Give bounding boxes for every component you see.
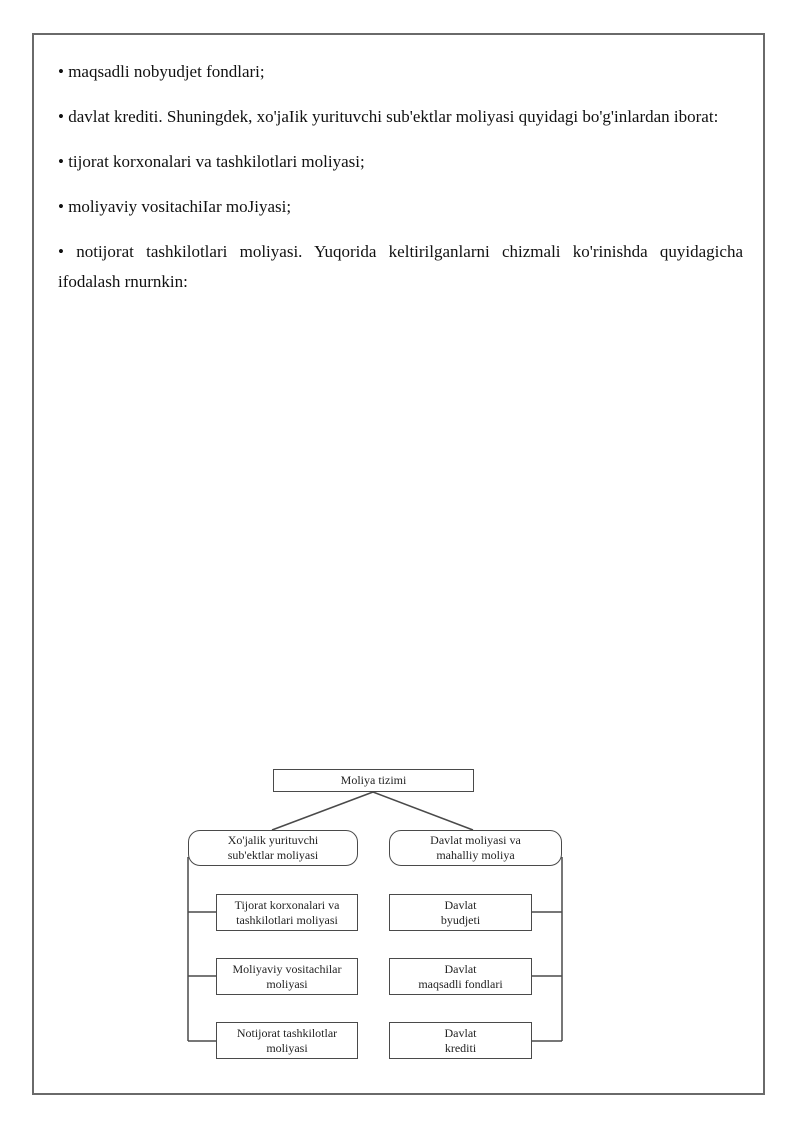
root-box [273, 769, 474, 792]
right-item-2-box [389, 958, 532, 995]
right-item-3-line-2: krediti [444, 1040, 477, 1055]
left-item-3-line-1: Notijorat tashkilotlar [236, 1025, 338, 1040]
right-item-2-line-2: maqsadli fondlari [418, 976, 503, 991]
right-header-line-1: Davlat moliyasi va [430, 833, 521, 847]
left-header-line-1: Xo'jalik yurituvchi [227, 833, 319, 847]
left-item-2-box [216, 958, 358, 995]
right-header-box [389, 830, 562, 866]
left-header-box [188, 830, 358, 866]
paragraph-1: • maqsadli nobyudjet fondlari; [58, 62, 265, 81]
right-item-1-box [389, 894, 532, 931]
right-item-1-line-1: Davlat [444, 897, 477, 912]
right-item-3-box [389, 1022, 532, 1059]
paragraph-5: • notijorat tashkilotlari moliyasi. Yuqorida keltirilganlarni chizmali ko'rinishda quyidagicha ifodalash rnurnkin: [58, 242, 743, 291]
right-item-2-line-1: Davlat [444, 961, 477, 976]
paragraph-3: • tijorat korxonalari va tashkilotlari moliyasi; [58, 152, 365, 171]
left-item-3-line-2: moliyasi [266, 1040, 308, 1055]
root-label: Moliya tizimi [340, 773, 407, 787]
left-item-1-box [216, 894, 358, 931]
right-header-line-2: mahalliy moliya [436, 848, 515, 862]
left-item-1-line-2: tashkilotlari moliyasi [236, 912, 338, 927]
left-item-1-line-1: Tijorat korxonalari va [234, 897, 340, 912]
left-header-line-2: sub'ektlar moliyasi [227, 848, 319, 862]
paragraph-2: • davlat krediti. Shuningdek, xo'jaIik yurituvchi sub'ektlar moliyasi quyidagi bo'g'inlardan iborat: [58, 107, 719, 126]
right-item-1-line-2: byudjeti [440, 912, 481, 927]
document-page [32, 33, 765, 1095]
left-item-3-box [216, 1022, 358, 1059]
left-item-2-line-1: Moliyaviy vositachilar [232, 961, 342, 976]
paragraph-4: • moliyaviy vositachiIar moJiyasi; [58, 197, 292, 216]
body-text [58, 57, 743, 312]
right-item-3-line-1: Davlat [444, 1025, 477, 1040]
left-item-2-line-2: moliyasi [266, 976, 308, 991]
